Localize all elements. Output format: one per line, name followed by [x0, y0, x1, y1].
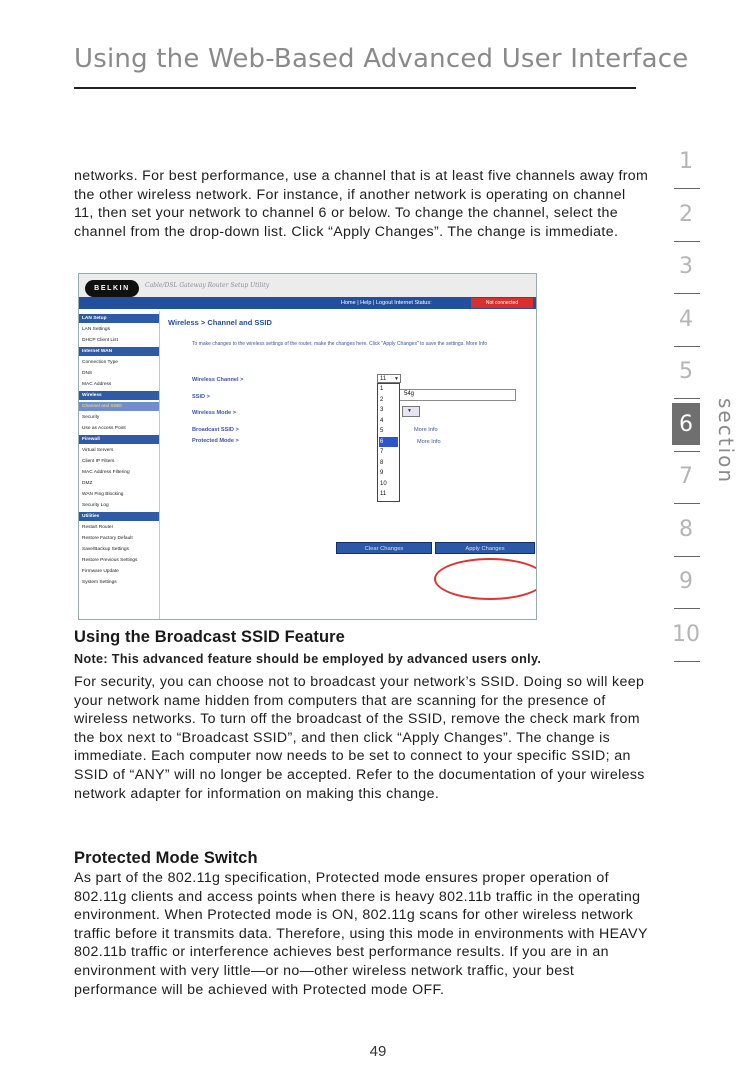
sidebar-item[interactable]: Restore Factory Default [82, 536, 133, 541]
section-tab-6[interactable]: 6 [672, 403, 700, 445]
section-tab-5[interactable]: 5 [679, 359, 693, 384]
belkin-logo: BELKIN [85, 280, 139, 297]
section-divider [674, 661, 700, 662]
advanced-note: Note: This advanced feature should be employed by advanced users only. [74, 652, 542, 666]
channel-option[interactable]: 3 [380, 407, 384, 413]
channel-option[interactable]: 8 [380, 459, 384, 466]
utility-title: Cable/DSL Gateway Router Setup Utility [145, 282, 270, 289]
channel-option[interactable]: 6 [379, 437, 398, 447]
wireless-mode-label: Wireless Mode > [192, 410, 236, 416]
section-divider [674, 188, 700, 189]
section-divider [674, 398, 700, 399]
broadcast-ssid-label: Broadcast SSID > [192, 427, 239, 433]
section-divider [674, 293, 700, 294]
sidebar-section-header: Internet WAN [79, 347, 159, 356]
sidebar-item[interactable]: Virtual Servers [82, 448, 114, 453]
sidebar-item[interactable]: Firmware Update [82, 569, 119, 574]
router-sidebar [79, 311, 160, 619]
sidebar-item[interactable]: Client IP Filters [82, 459, 115, 464]
router-content [164, 311, 534, 619]
channel-select-value: 11 [380, 376, 387, 382]
paragraph-channel: networks. For best performance, use a channel that is at least five channels away from the other wireless network. For instance, if another network is operating on channel 11, then set your network to channel 6 or below. To change the channel, select the channel from the drop-down list. Click “Apply Changes”. The change is immediate. [74, 168, 649, 240]
section-divider [674, 608, 700, 609]
section-tab-9[interactable]: 9 [679, 569, 693, 594]
channel-option[interactable]: 10 [380, 480, 387, 487]
section-tab-7[interactable]: 7 [679, 464, 693, 489]
sidebar-item[interactable]: MAC Address [82, 382, 112, 387]
sidebar-item[interactable]: WAN Ping Blocking [82, 492, 124, 497]
sidebar-item[interactable]: Use as Access Point [82, 426, 126, 431]
apply-changes-button[interactable]: Apply Changes [435, 542, 535, 554]
section-divider [674, 556, 700, 557]
clear-changes-button[interactable]: Clear Changes [336, 542, 432, 554]
channel-dropdown-list[interactable] [377, 383, 400, 502]
sidebar-item[interactable]: DMZ [82, 481, 93, 486]
wireless-channel-label: Wireless Channel > [192, 377, 244, 383]
header-rule [74, 87, 636, 89]
section-tab-3[interactable]: 3 [679, 254, 693, 279]
channel-option[interactable]: 1 [380, 386, 384, 392]
channel-option[interactable]: 4 [380, 417, 384, 424]
chevron-down-icon: ▼ [407, 408, 412, 414]
router-screenshot [78, 273, 537, 620]
sidebar-item[interactable]: Security Log [82, 503, 109, 508]
sidebar-item[interactable]: Restore Previous Settings [82, 558, 138, 563]
sidebar-item[interactable]: Save/Backup Settings [82, 547, 129, 552]
sidebar-item[interactable]: LAN Settings [82, 327, 110, 332]
sidebar-item[interactable]: MAC Address Filtering [82, 470, 130, 475]
sidebar-item[interactable]: DHCP Client List [82, 338, 118, 343]
paragraph-broadcast: For security, you can choose not to broadcast your network’s SSID. Doing so will keep your network name hidden from computers that are scanning for the presence of wireless networks. To turn off the broadcast of the SSID, remove the check mark from the box next to “Broadcast SSID”, and then click “Apply Changes”. The change is immediate. Each computer now needs to be set to connect to your specific SSID; an SSID of “ANY” will no longer be accepted. Refer to the documentation of your wireless network adapter for information on making this change. [74, 674, 645, 802]
paragraph-protected: As part of the 802.11g specification, Protected mode ensures proper operation of 802.11g clients and access points when there is heavy 802.11b traffic in the operating environment. When Protected mode is ON, 802.11g scans for other wireless network traffic before it transmits data. Therefore, using this mode in environments with HEAVY 802.11b traffic or interference achieves best performance results. If you are in an environment with very little—or no—other wireless network traffic, your best performance will be achieved with Protected mode OFF. [74, 870, 648, 998]
section-divider [674, 451, 700, 452]
more-info-link[interactable]: More Info [417, 439, 441, 445]
nav-links[interactable]: Home | Help | Logout Internet Status: [341, 300, 432, 306]
heading-broadcast-ssid: Using the Broadcast SSID Feature [74, 628, 345, 646]
sidebar-section-header: Wireless [79, 391, 159, 400]
ssid-value: 54g [404, 391, 415, 397]
sidebar-section-header: Firewall [79, 435, 159, 444]
highlight-oval [434, 558, 537, 600]
heading-protected-mode: Protected Mode Switch [74, 849, 258, 867]
router-page-title: Wireless > Channel and SSID [168, 318, 272, 327]
section-divider [674, 346, 700, 347]
router-help-text: To make changes to the wireless settings of the router, make the changes here. Click "Apply Changes" to save the settings. More Info [192, 341, 488, 347]
wireless-channel-select[interactable] [377, 374, 401, 383]
section-tab-2[interactable]: 2 [679, 201, 693, 227]
protected-mode-label: Protected Mode > [192, 438, 239, 444]
sidebar-item[interactable]: Channel and SSID [79, 402, 159, 411]
section-tab-8[interactable]: 8 [679, 516, 693, 542]
ssid-label: SSID > [192, 394, 210, 400]
wireless-mode-select[interactable] [402, 406, 420, 417]
sidebar-section-header: LAN Setup [79, 314, 159, 323]
section-divider [674, 241, 700, 242]
channel-option[interactable]: 11 [380, 491, 387, 497]
more-info-link[interactable]: More Info [414, 427, 438, 433]
section-label: section [714, 398, 738, 485]
section-tab-10[interactable]: 10 [672, 621, 700, 647]
section-tab-4[interactable]: 4 [679, 306, 693, 332]
page-header-title: Using the Web-Based Advanced User Interface [74, 44, 689, 74]
section-divider [674, 503, 700, 504]
channel-option[interactable]: 9 [380, 470, 384, 476]
sidebar-item[interactable]: Security [82, 415, 100, 420]
channel-option[interactable]: 5 [380, 428, 384, 434]
internet-status-badge: Not connected [471, 298, 533, 308]
router-navbar [79, 297, 536, 309]
sidebar-item[interactable]: DNS [82, 371, 93, 376]
chevron-down-icon: ▼ [394, 376, 399, 382]
channel-option[interactable]: 7 [380, 449, 384, 455]
sidebar-item[interactable]: Connection Type [82, 360, 118, 365]
section-tab-1[interactable]: 1 [679, 149, 693, 174]
page-number: 49 [369, 1043, 387, 1060]
sidebar-item[interactable]: System Settings [82, 580, 117, 585]
channel-option[interactable]: 2 [380, 396, 384, 403]
sidebar-section-header: Utilities [79, 512, 159, 521]
sidebar-item[interactable]: Restart Router [82, 525, 114, 530]
